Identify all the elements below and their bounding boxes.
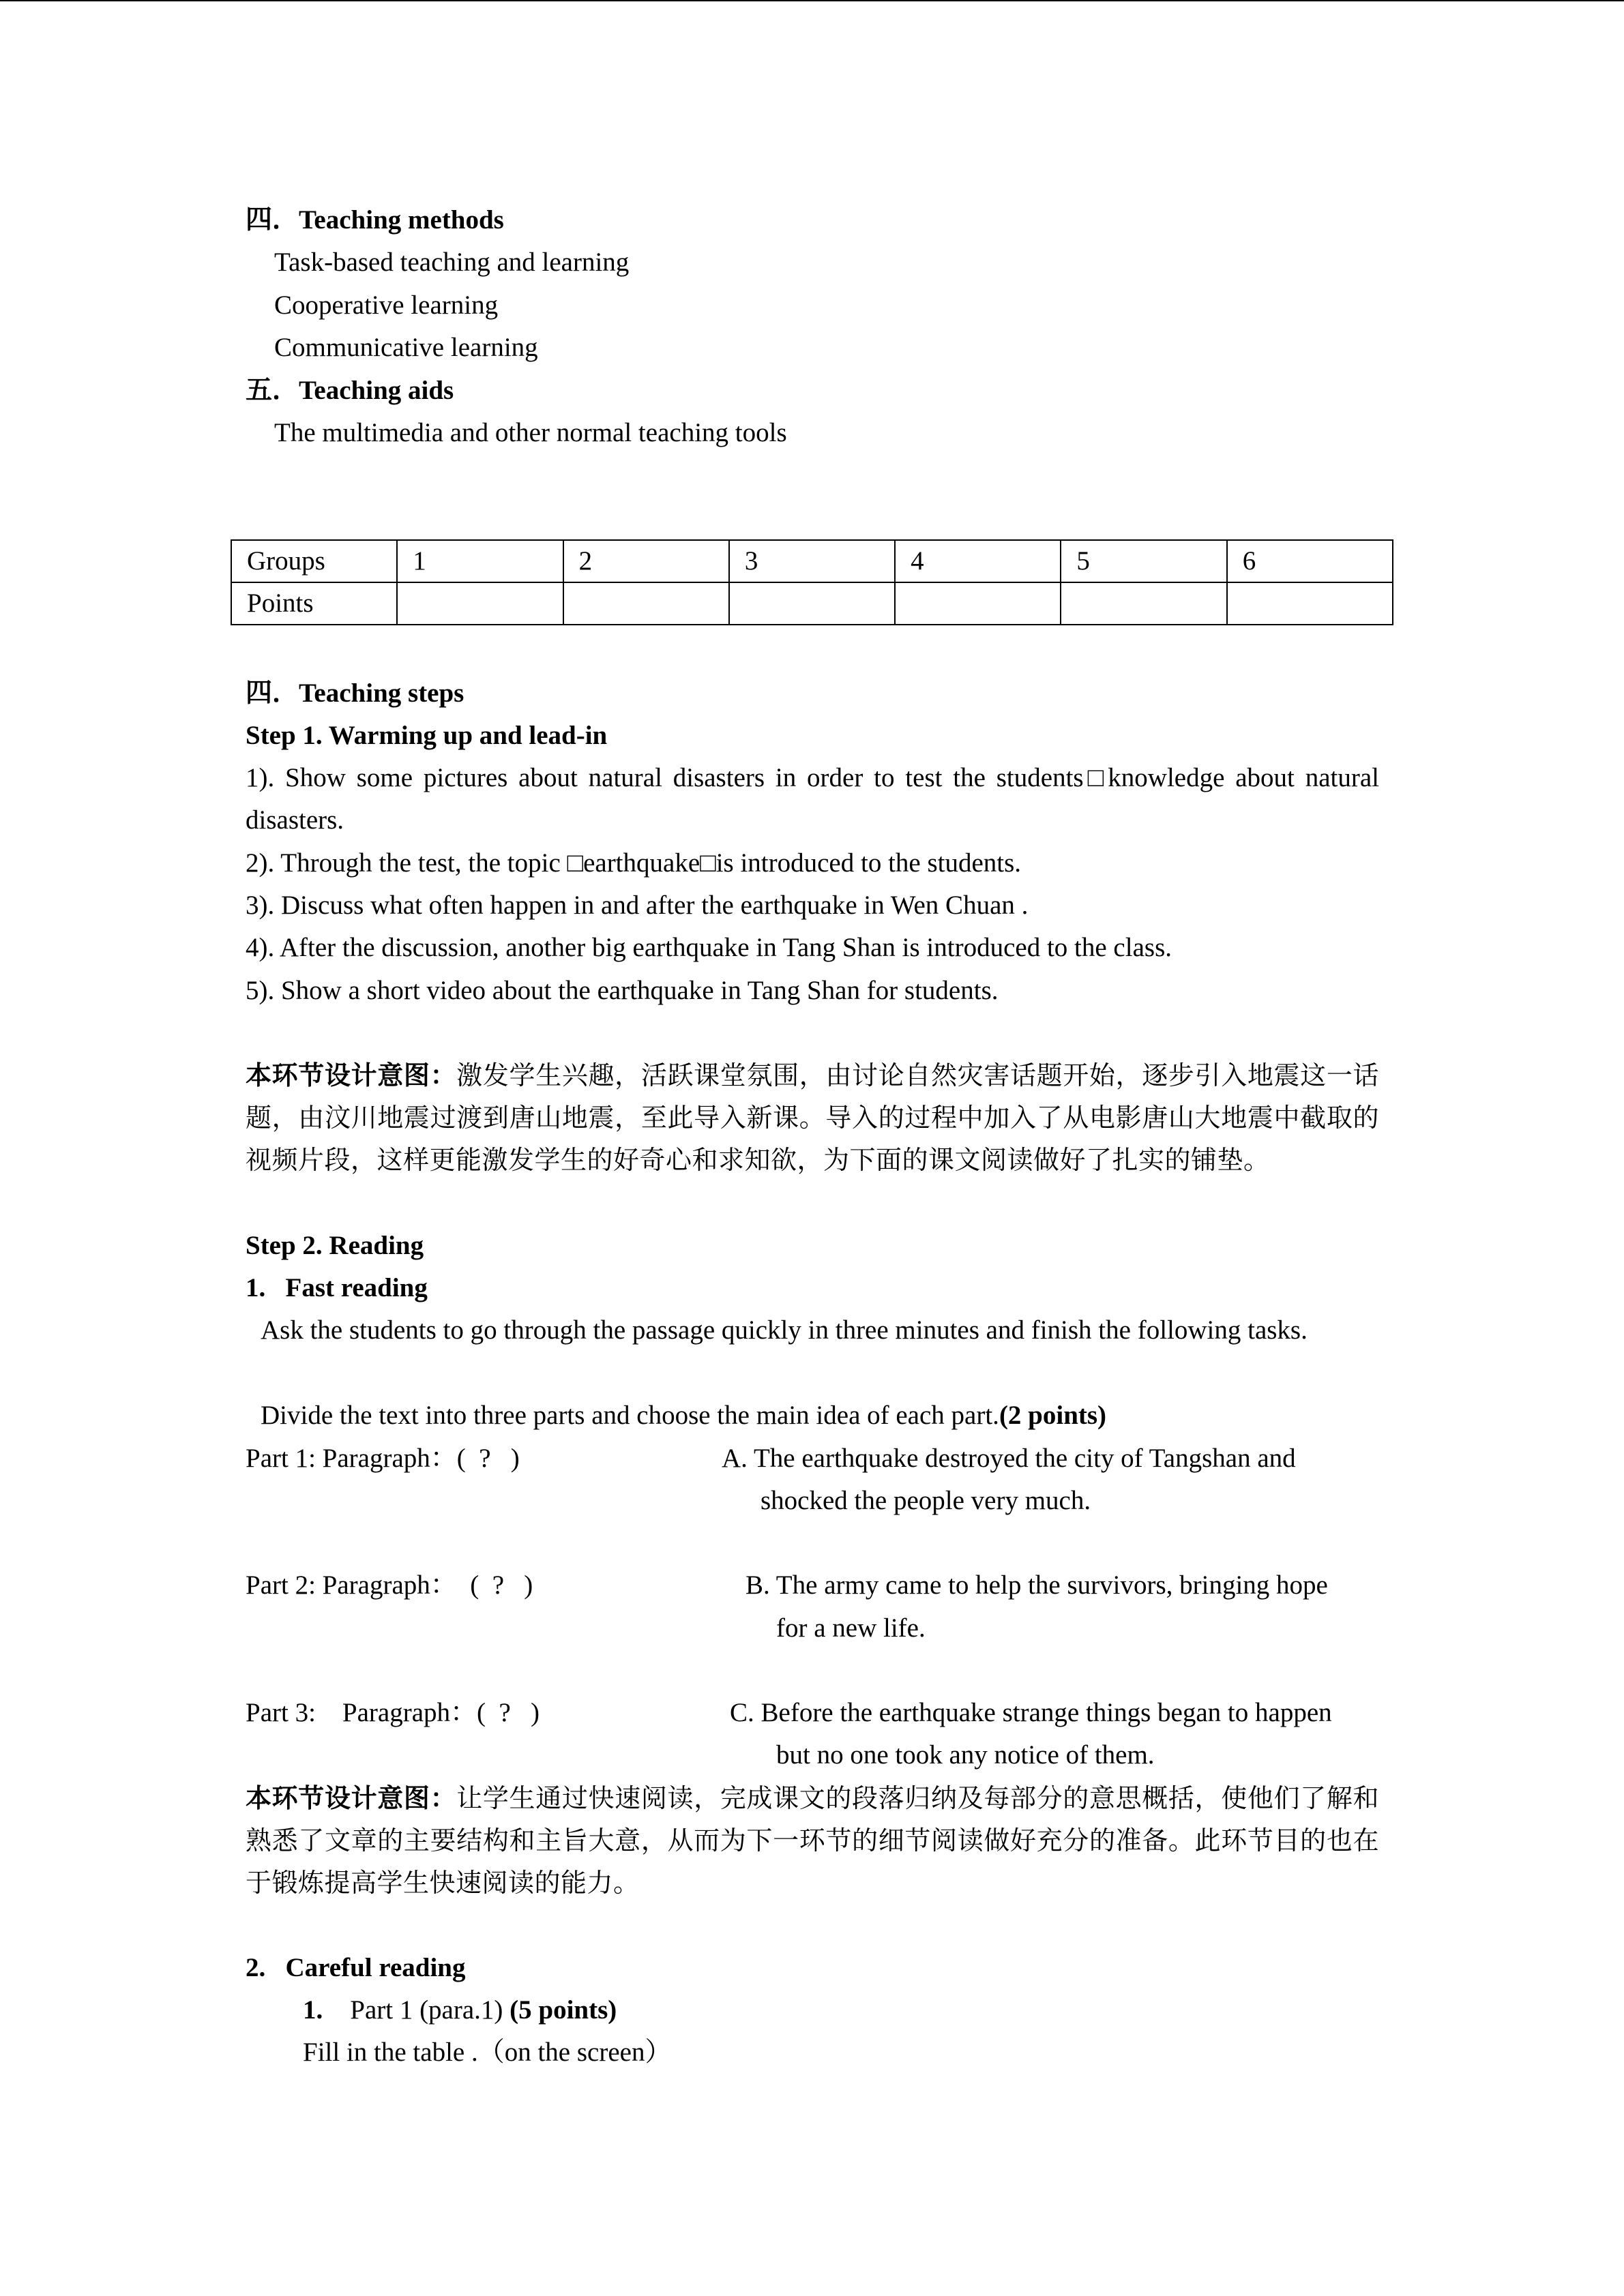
fast-reading-instruction: Ask the students to go through the passage quickly in three minutes and finish the following tasks. bbox=[261, 1315, 1308, 1345]
part-option: A. The earthquake destroyed the city of Tangshan and bbox=[722, 1444, 1296, 1473]
method-item: Cooperative learning bbox=[274, 290, 499, 320]
table-cell bbox=[895, 582, 1061, 625]
step1-item: 3). Discuss what often happen in and after the earthquake in Wen Chuan . bbox=[246, 891, 1029, 920]
groups-points-table bbox=[231, 539, 1393, 625]
method-item: Communicative learning bbox=[274, 333, 538, 362]
table-cell bbox=[1227, 582, 1393, 625]
careful-reading-title: 2. Careful reading bbox=[246, 1953, 466, 1982]
method-item: Task-based teaching and learning bbox=[274, 248, 630, 277]
table-row bbox=[231, 582, 1393, 625]
sub-number: 1. bbox=[303, 1995, 323, 2025]
careful-reading-part1 bbox=[303, 1989, 617, 2031]
part-option: B. The army came to help the survivors, bringing hope bbox=[745, 1570, 1328, 1600]
fast-reading-title: 1. Fast reading bbox=[246, 1273, 428, 1302]
step2-title: Step 2. Reading bbox=[246, 1231, 424, 1260]
table-cell bbox=[729, 582, 895, 625]
design-intent-text: 让学生通过快速阅读，完成课文的段落归纳及每部分的意思概括，使他们了解和熟悉了文章的主要结构和主旨大意，从而为下一环节的细节阅读做好充分的准备。此环节目的也在于锻炼提高学生快速阅读的能力。 bbox=[246, 1783, 1379, 1898]
careful-reading-instruction: Fill in the table .（on the screen） bbox=[303, 2038, 672, 2067]
step1-item: 2). Through the test, the topic □earthquake□is introduced to the students. bbox=[246, 848, 1022, 878]
fast-reading-design-intent bbox=[246, 1777, 1379, 1904]
step1-design-intent bbox=[246, 1054, 1379, 1181]
fast-reading-task bbox=[261, 1395, 1106, 1437]
table-cell: 5 bbox=[1061, 540, 1226, 582]
part-label: Part 1: Paragraph：( ? ) bbox=[246, 1444, 520, 1473]
table-cell: Points bbox=[231, 582, 397, 625]
task-text: Divide the text into three parts and choose the main idea of each part. bbox=[261, 1401, 999, 1430]
table-cell bbox=[1061, 582, 1226, 625]
sub-text: Part 1 (para.1) bbox=[350, 1995, 503, 2025]
table-cell bbox=[397, 582, 563, 625]
part-option-continued: shocked the people very much. bbox=[761, 1486, 1091, 1515]
sub-points: (5 points) bbox=[510, 1995, 617, 2025]
part-option-continued: but no one took any notice of them. bbox=[776, 1740, 1155, 1770]
part-option-continued: for a new life. bbox=[776, 1613, 926, 1643]
part-label: Part 3: Paragraph：( ? ) bbox=[246, 1698, 540, 1727]
design-intent-text: 激发学生兴趣，活跃课堂氛围，由讨论自然灾害话题开始，逐步引入地震这一话题，由汶川地震过渡到唐山地震，至此导入新课。导入的过程中加入了从电影唐山大地震中截取的视频片段，这样更能激发学生的好奇心和求知欲，为下面的课文阅读做好了扎实的铺垫。 bbox=[246, 1060, 1379, 1175]
step1-item: 5). Show a short video about the earthquake in Tang Shan for students. bbox=[246, 976, 999, 1005]
step1-title: Step 1. Warming up and lead-in bbox=[246, 721, 608, 750]
table-row bbox=[231, 540, 1393, 582]
section-heading-teaching-aids: 五．Teaching aids bbox=[246, 376, 454, 405]
table-cell bbox=[563, 582, 729, 625]
step1-item: 1). Show some pictures about natural disasters in order to test the students□knowledge about natural disasters. bbox=[246, 763, 1379, 835]
section-heading-teaching-methods: 四．Teaching methods bbox=[246, 205, 504, 235]
step1-item: 4). After the discussion, another big earthquake in Tang Shan is introduced to the class. bbox=[246, 933, 1172, 962]
section-heading-teaching-steps: 四．Teaching steps bbox=[246, 679, 464, 708]
table-cell: 4 bbox=[895, 540, 1061, 582]
table-cell: 2 bbox=[563, 540, 729, 582]
table-cell: 1 bbox=[397, 540, 563, 582]
table-cell: 3 bbox=[729, 540, 895, 582]
part-label: Part 2: Paragraph： ( ? ) bbox=[246, 1570, 533, 1600]
task-points: (2 points) bbox=[999, 1401, 1107, 1430]
table-cell: 6 bbox=[1227, 540, 1393, 582]
table-cell: Groups bbox=[231, 540, 397, 582]
aids-item: The multimedia and other normal teaching tools bbox=[274, 418, 787, 447]
part-option: C. Before the earthquake strange things began to happen bbox=[730, 1698, 1332, 1727]
design-intent-label: 本环节设计意图： bbox=[246, 1060, 457, 1090]
design-intent-label: 本环节设计意图： bbox=[246, 1783, 457, 1813]
